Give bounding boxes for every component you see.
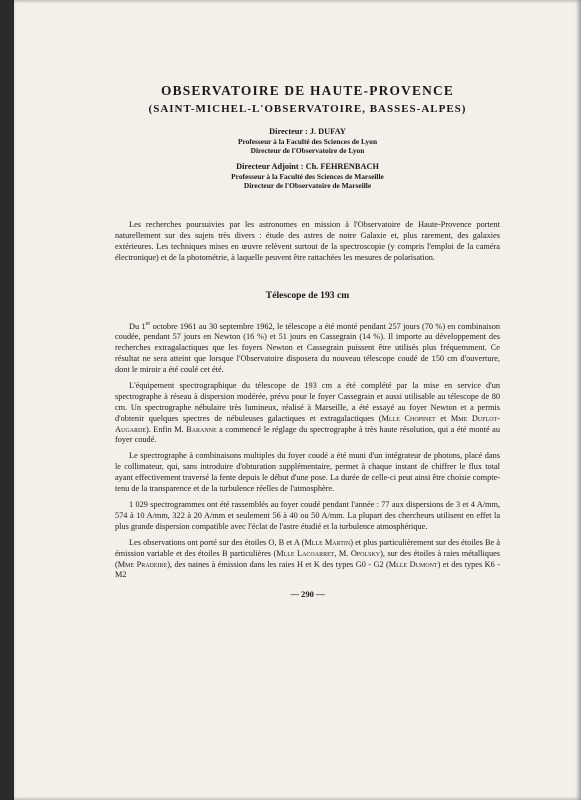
page-content <box>115 82 500 599</box>
book-page <box>14 0 581 800</box>
page-title: OBSERVATOIRE DE HAUTE-PROVENCE <box>161 83 454 98</box>
page-subtitle: (SAINT-MICHEL-L'OBSERVATOIRE, BASSES-ALPES) <box>148 103 467 115</box>
deputy-affiliation-1: Professeur à la Faculté des Sciences de Marseille <box>231 172 384 181</box>
intro-paragraph: Les recherches poursuivies par les astronomes en mission à l'Observatoire de Haute-Provence portent naturellement sur des sujets très divers : étude des astres de notre Galaxie et, plus rarement, des galaxies extérieures. Les techniques mises en œuvre relèvent surtout de la spectroscopie (y compris l'emploi de la caméra électronique) et de la photométrie, à laquelle peuvent être rattachées les mesures de polarisation. <box>115 220 500 262</box>
page-number: — 290 — <box>290 589 325 600</box>
director-affiliation-2: Directeur de l'Observatoire de Lyon <box>250 146 365 155</box>
paragraph-4: 1 029 spectrogrammes ont été rassemblés au foyer coudé pendant l'année : 77 aux dispersions de 3 et 4 A/mm, 574 à 10 A/mm, 322 à 20 A/mm et seulement 56 à 40 ou 50 A/mm. La plupart des chercheurs utilisent en effet la plus grande dispersion compatible avec l'éclat de l'astre étudié et la turbulence atmosphérique. <box>115 499 500 531</box>
paragraph-2: L'équipement spectrographique du télescope de 193 cm a été complété par la mise en service d'un spectrographe à réseau à dispersion modérée, prévu pour le foyer Cassegrain et aussi utilisable au télescope de 80 cm. Un spectrographe nébulaire très lumineux, réalisé à Marseille, a été essayé au foyer Newton et a permis d'obtenir quelques spectres de nébuleuses galactiques et extragalactiques (Mlle Chopinet et Mme Duflot-Augarde). Enfin M. Baranne a commencé le réglage du spectrographe à très haute résolution, qui a été monté au foyer coudé. <box>115 380 500 445</box>
director-role: Directeur : J. DUFAY <box>269 127 346 136</box>
director-affiliation-1: Professeur à la Faculté des Sciences de Lyon <box>237 137 378 146</box>
staff-block <box>115 126 500 190</box>
paragraph-1: Du 1er octobre 1961 au 30 septembre 1962, le télescope a été monté pendant 257 jours (70 %) en combinaison coudée, pendant 57 jours en Newton (16 %) et 51 jours en Cassegrain (14 %). Il importe au développement des recherches extragalactiques que les foyers Newton et Cassegrain puissent être utilisés plus fréquemment. Ce résultat ne sera atteint que lorsque l'Observatoire disposera du nouveau télescope coudé de 150 cm d'ouverture, dont le miroir a été coulé cet été. <box>115 320 500 375</box>
deputy-affiliation-2: Directeur de l'Observatoire de Marseille <box>243 181 372 190</box>
section-heading: Télescope de 193 cm <box>265 289 350 301</box>
paragraph-3: Le spectrographe à combinaisons multiples du foyer coudé a été muni d'un intégrateur de photons, placé dans le collimateur, qui, sans introduire d'obturation supplémentaire, permet à chaque instant de chiffrer le flux total ayant effectivement traversé la fente depuis le début d'une pose. La durée de celle-ci peut ainsi être choisie compte-tenu de la transparence et de la turbulence réelles de l'atmosphère. <box>115 451 500 494</box>
paragraph-5: Les observations ont porté sur des étoiles O, B et A (Mlle Martin) et plus particulièrement sur des étoiles Be à émission variable et des étoiles B particulières (Mlle Lacoarret, M. Opolsky), sur des étoiles à raies métalliques (Mme Pradeire), des naines à émission dans les raies H et K des types G0 - G2 (Mlle Dumont) et des types K6 - M2 <box>115 537 501 580</box>
deputy-role: Directeur Adjoint : Ch. FEHRENBACH <box>236 162 379 171</box>
